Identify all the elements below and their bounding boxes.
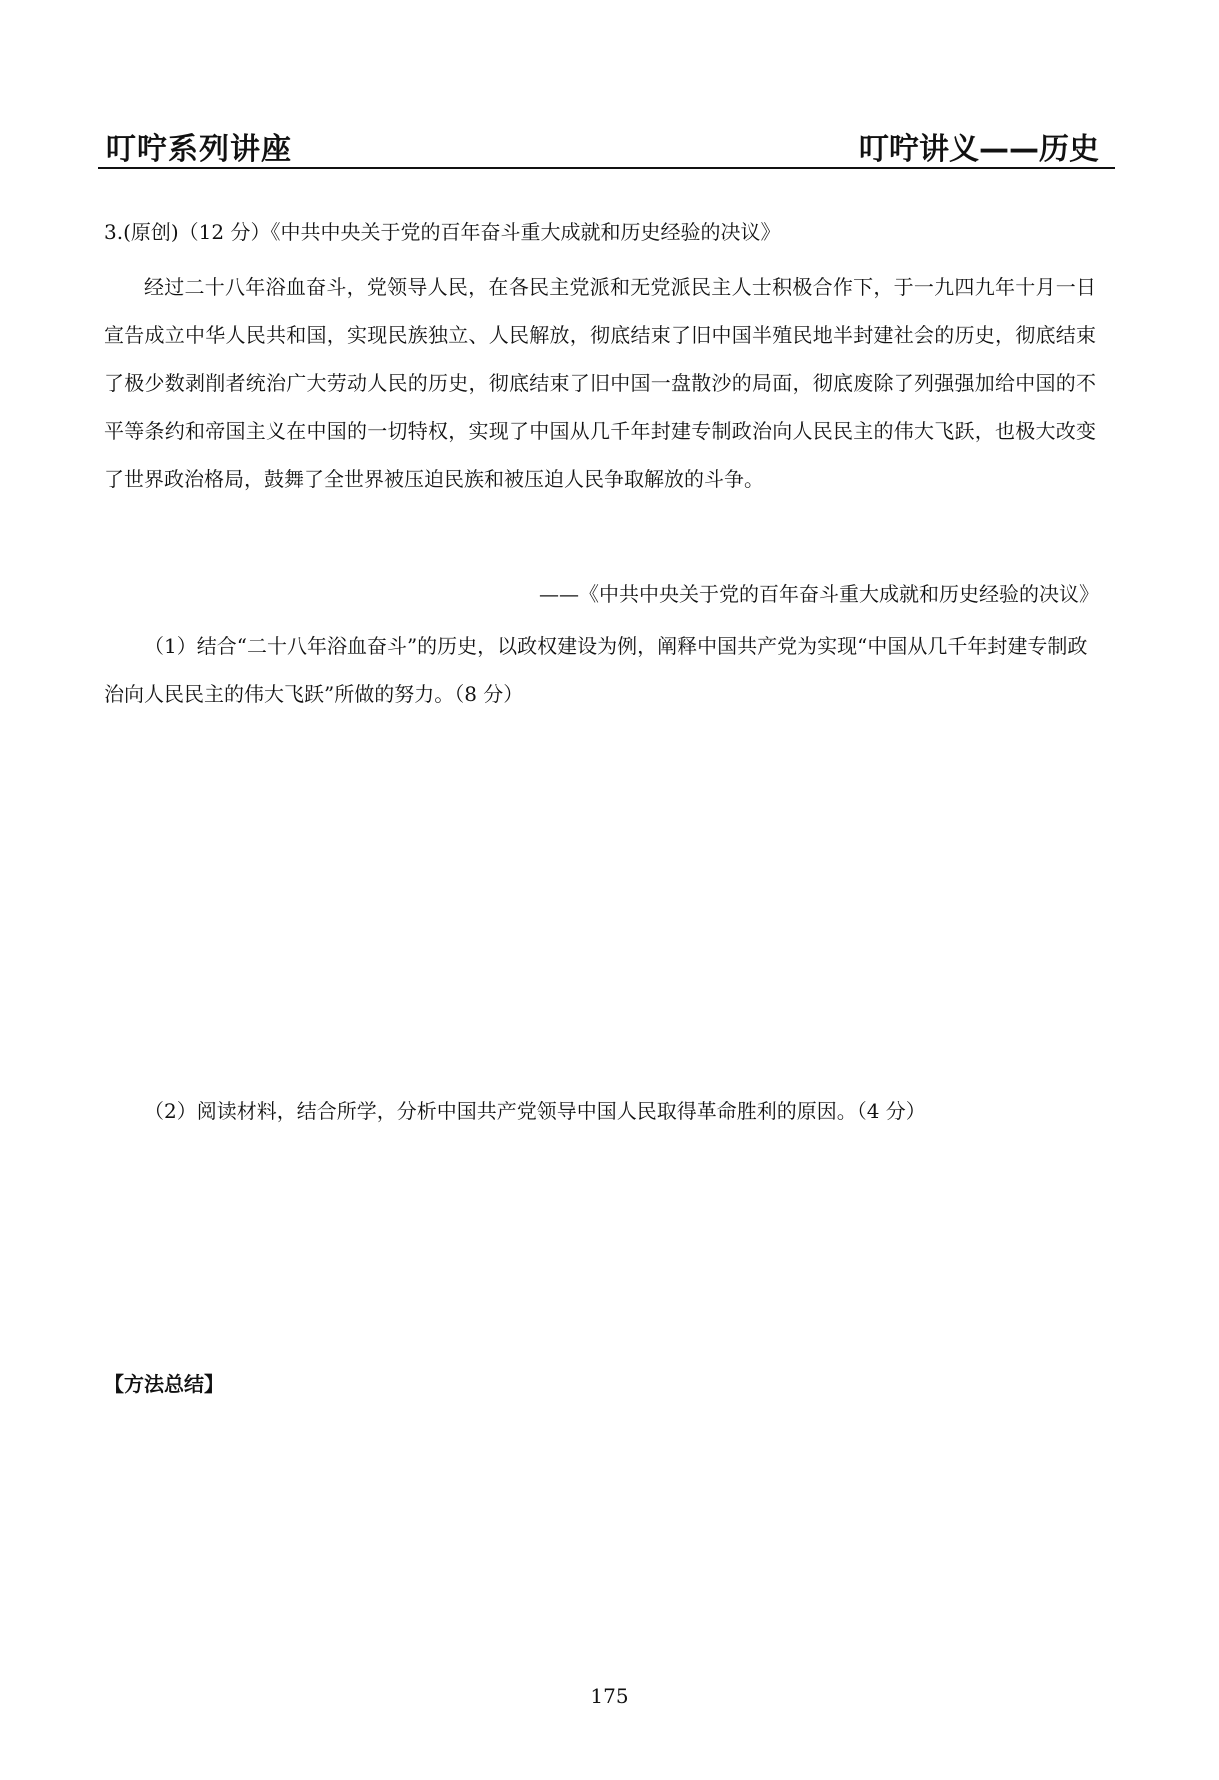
header-series-title: 叮咛系列讲座 (106, 132, 292, 167)
question-title: 3.(原创)（12 分）《中共中央关于党的百年奋斗重大成就和历史经验的决议》 (104, 220, 781, 244)
sub-question-1: （1）结合“二十八年浴血奋斗”的历史，以政权建设为例，阐释中国共产党为实现“中国从几千年封建专制政治向人民民主的伟大飞跃”所做的努力。（8 分） (104, 634, 1088, 706)
method-summary-heading: 【方法总结】 (104, 1372, 224, 1396)
question-passage: 经过二十八年浴血奋斗，党领导人民，在各民主党派和无党派民主人士积极合作下，于一九四九年十月一日宣告成立中华人民共和国，实现民族独立、人民解放，彻底结束了旧中国半殖民地半封建社会的历史，彻底结束了极少数剥削者统治广大劳动人民的历史，彻底结束了旧中国一盘散沙的局面，彻底废除了列强强加给中国的不平等条约和帝国主义在中国的一切特权，实现了中国从几千年封建专制政治向人民民主的伟大飞跃，也极大改变了世界政治格局，鼓舞了全世界被压迫民族和被压迫人民争取解放的斗争。 (104, 275, 1096, 491)
page-number: 175 (590, 1684, 629, 1708)
sub-question-2: （2）阅读材料，结合所学，分析中国共产党领导中国人民取得革命胜利的原因。（4 分） (144, 1099, 926, 1123)
header-divider (98, 167, 1115, 169)
header-subject-title: 叮咛讲义——历史 (859, 132, 1099, 167)
passage-source: ——《中共中央关于党的百年奋斗重大成就和历史经验的决议》 (539, 582, 1099, 606)
